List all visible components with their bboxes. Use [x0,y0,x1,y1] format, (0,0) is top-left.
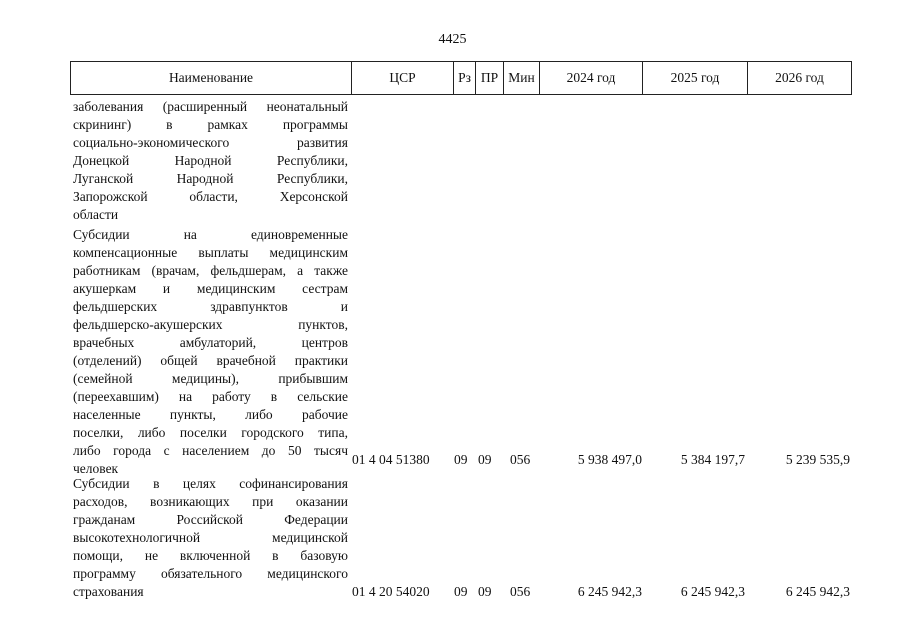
name-line: поселки, либо поселки городского типа, [73,425,348,440]
cell-rz: 09 [454,584,468,599]
cell-csr: 01 4 20 54020 [352,584,430,599]
name-line: страхования [73,584,144,599]
cell-2026: 6 245 942,3 [785,584,850,599]
name-line: области [73,207,119,222]
header-2026: 2026 год [747,62,851,94]
name-line: (семейной медицины), прибывшим [73,371,348,386]
name-line: помощи, не включенной в базовую [73,548,348,563]
name-line: Субсидии в целях софинансирования [73,476,348,491]
cell-pr: 09 [478,452,492,467]
header-rz: Рз [453,62,475,94]
name-line: (переехавшим) на работу в сельские [73,389,348,404]
header-name: Наименование [168,70,254,85]
name-line: врачебных амбулаторий, центров [73,335,348,350]
name-line: фельдшерских здравпунктов и [73,299,348,314]
name-line: гражданам Российской Федерации [73,512,348,527]
cell-rz: 09 [454,452,468,467]
header-2025: 2025 год [642,62,747,94]
cell-min: 056 [510,584,531,599]
name-line: скрининг) в рамках программы [73,117,348,132]
table-header [70,61,852,95]
name-line: высокотехнологичной медицинской [73,530,348,545]
row-name [73,226,348,478]
name-line: Донецкой Народной Республики, [73,153,348,168]
cell-2024: 5 938 497,0 [577,452,642,467]
header-csr: ЦСР [351,62,453,94]
name-line: либо города с населением до 50 тысяч [73,443,348,458]
name-line: населенные пункты, либо рабочие [73,407,348,422]
name-line: социально-экономического развития [73,135,348,150]
name-line: Субсидии на единовременные [73,227,348,242]
header-2024: 2024 год [539,62,642,94]
cell-pr: 09 [478,584,492,599]
name-line: работникам (врачам, фельдшерам, а также [73,263,348,278]
cell-min: 056 [510,452,531,467]
header-pr: ПР [475,62,503,94]
cell-csr: 01 4 04 51380 [352,452,430,467]
cell-2026: 5 239 535,9 [785,452,850,467]
cell-2024: 6 245 942,3 [577,584,642,599]
header-min: Мин [503,62,539,94]
name-line: фельдшерско-акушерских пунктов, [73,317,348,332]
name-line: Луганской Народной Республики, [73,171,348,186]
row-name [73,98,348,224]
name-line: человек [73,461,119,476]
name-line: компенсационные выплаты медицинским [73,245,348,260]
name-line: (отделений) общей врачебной практики [73,353,348,368]
page-number: 4425 [438,32,467,47]
name-line: заболевания (расширенный неонатальный [73,99,348,114]
name-line: Запорожской области, Херсонской [73,189,348,204]
cell-2025: 5 384 197,7 [680,452,745,467]
name-line: расходов, возникающих при оказании [73,494,348,509]
name-line: программу обязательного медицинского [73,566,348,581]
name-line: акушеркам и медицинским сестрам [73,281,348,296]
row-name [73,475,348,601]
cell-2025: 6 245 942,3 [680,584,745,599]
